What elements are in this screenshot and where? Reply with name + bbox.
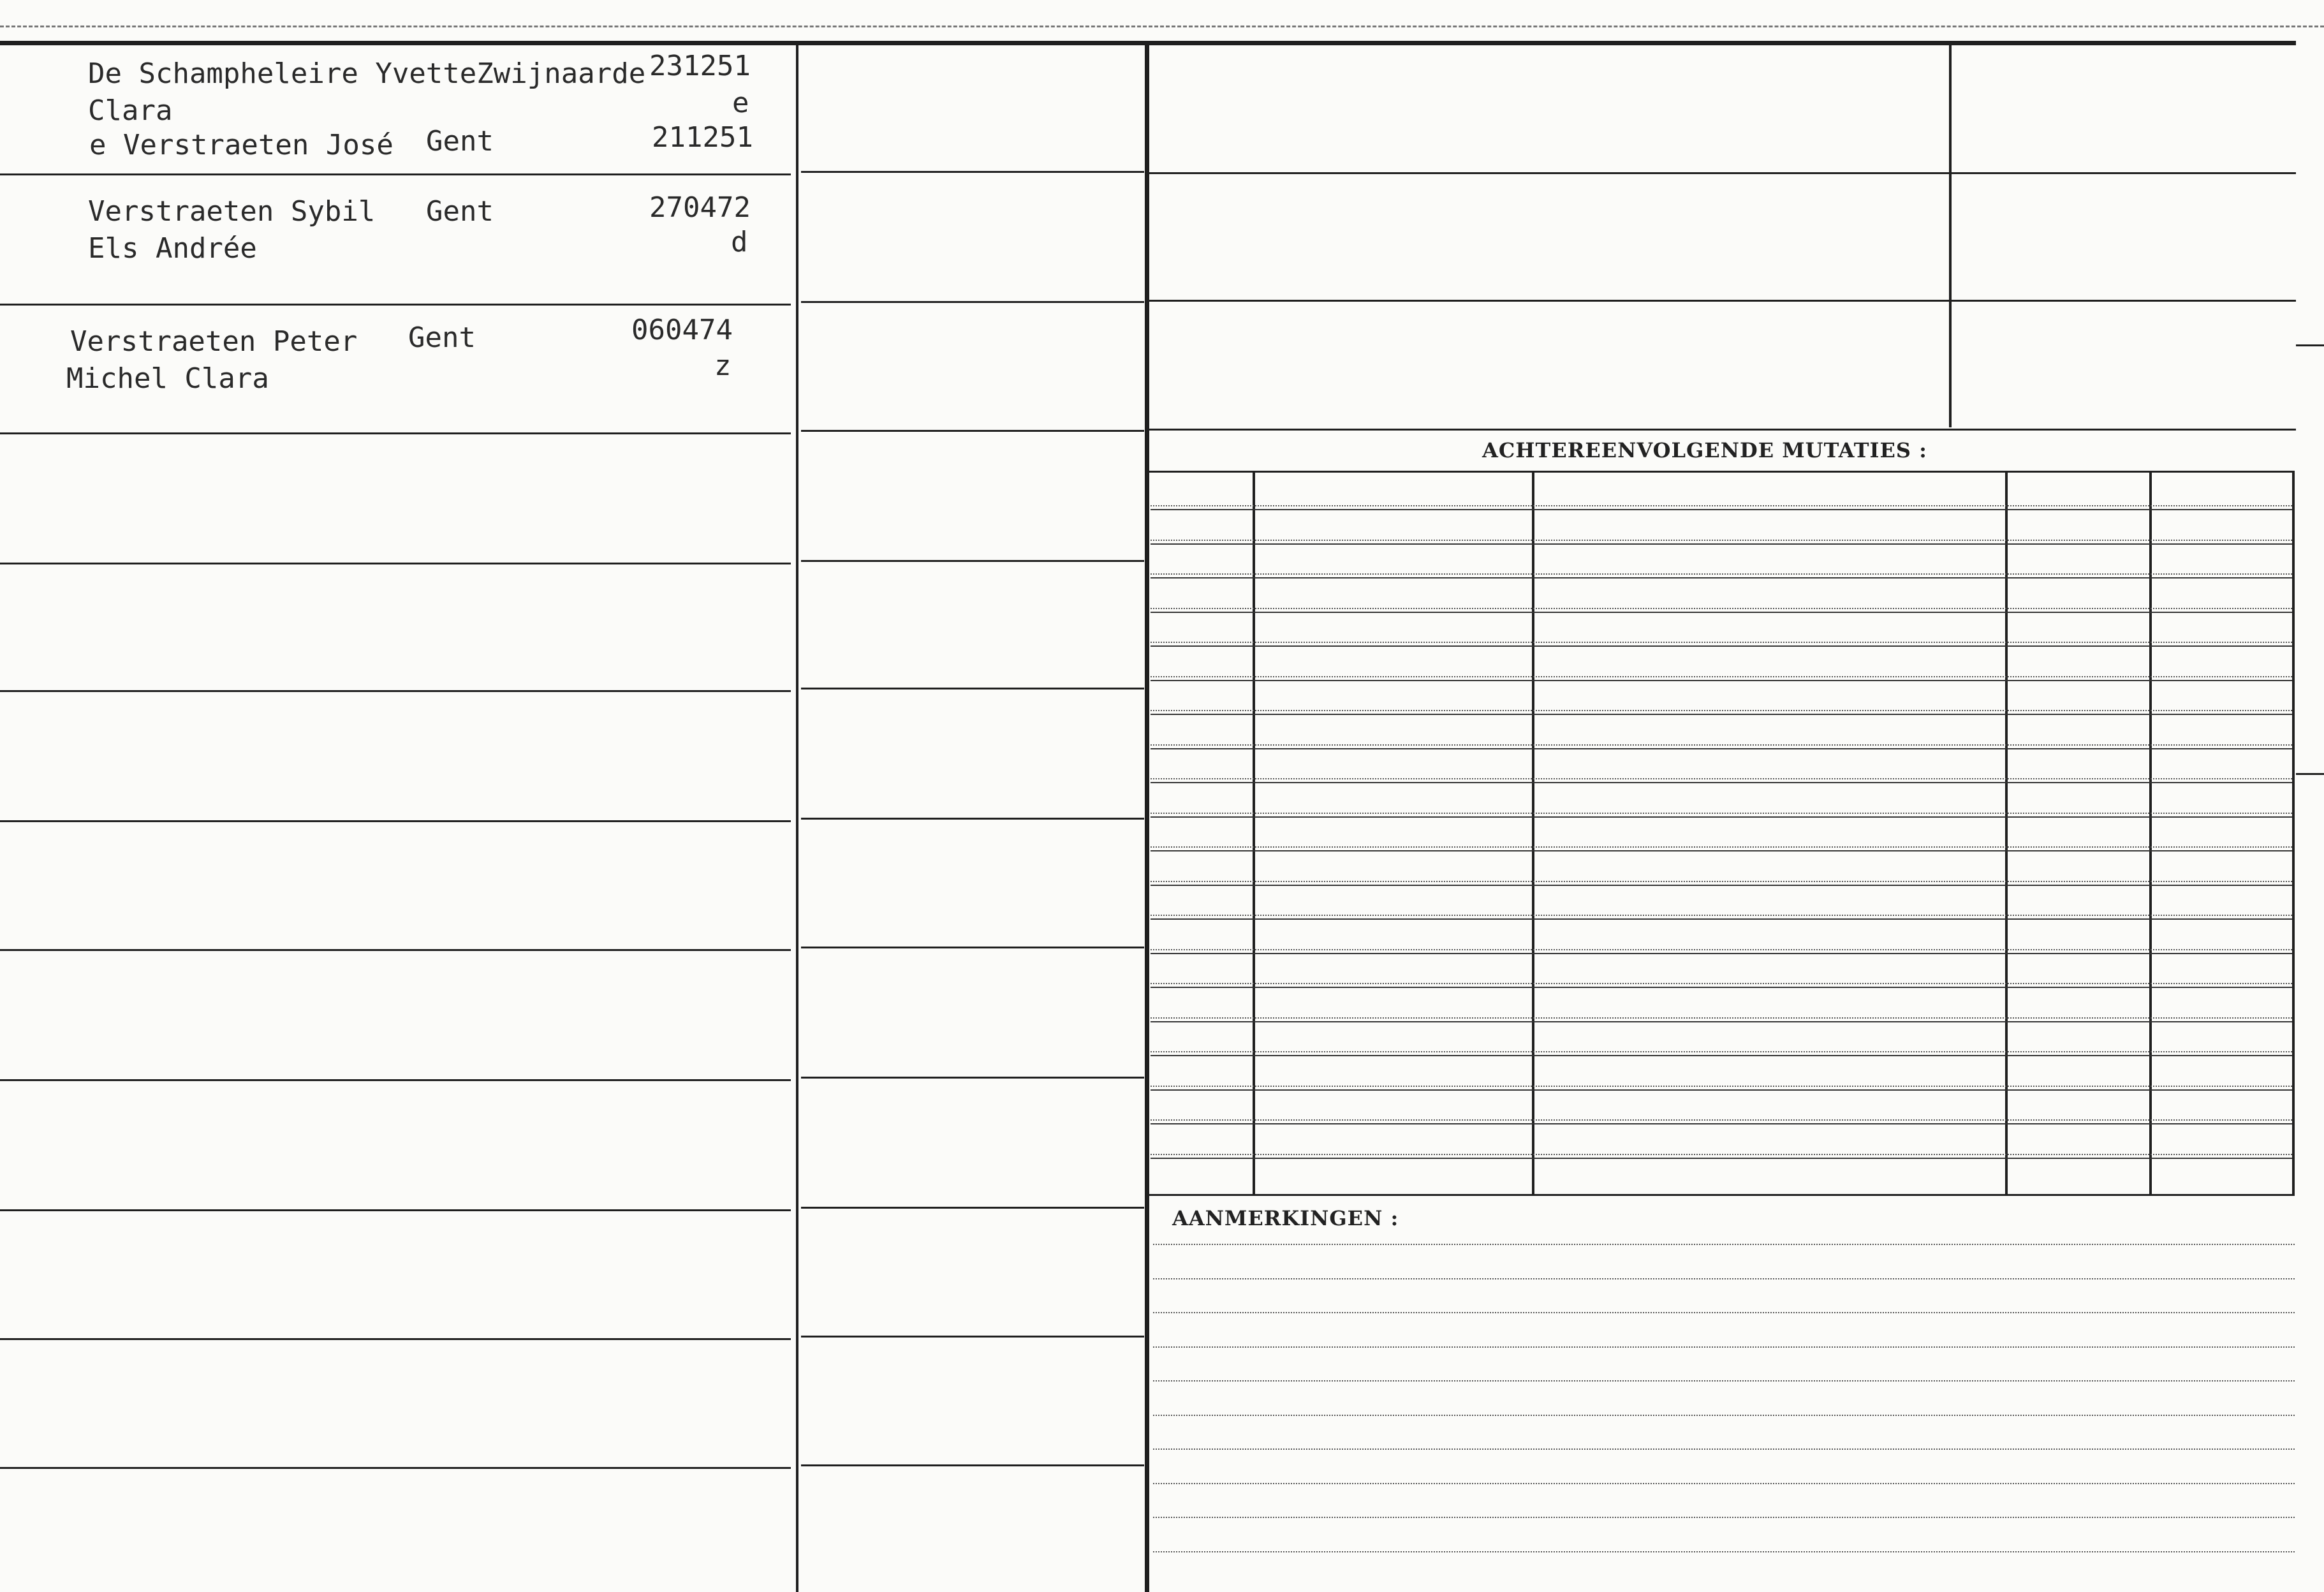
- mutation-dotted-line: [1151, 1154, 2292, 1155]
- mutation-dotted-line: [1151, 1119, 2292, 1121]
- record-3-name-line-2: Michel Clara: [66, 362, 269, 395]
- mutations-col-5: [2292, 472, 2295, 1195]
- mutation-dotted-line: [1151, 608, 2292, 609]
- top-perforation-edge: [0, 26, 2324, 27]
- record-1-name-line-3: e Verstraeten José: [89, 129, 393, 161]
- middle-row-line: [801, 1077, 1144, 1079]
- remark-dotted-line: [1153, 1448, 2295, 1450]
- divider-main: [1145, 45, 1149, 1592]
- mutation-row-line: [1151, 714, 2292, 715]
- left-row-line: [0, 1079, 791, 1081]
- mutation-row-line: [1151, 782, 2292, 783]
- mutation-row-line: [1151, 748, 2292, 749]
- mutations-title: ACHTEREENVOLGENDE MUTATIES :: [1482, 438, 1927, 462]
- middle-row-line: [801, 1464, 1144, 1466]
- mutation-dotted-line: [1151, 983, 2292, 984]
- mutation-row-line: [1151, 680, 2292, 681]
- mutation-row-line: [1151, 612, 2292, 613]
- mutation-row-line: [1151, 918, 2292, 920]
- middle-row-line: [801, 560, 1144, 562]
- record-1-name-line-1: De Schampheleire YvetteZwijnaarde: [88, 57, 646, 90]
- mutation-dotted-line: [1151, 642, 2292, 643]
- right-row-line-3: [1148, 429, 2296, 431]
- mutation-dotted-line: [1151, 949, 2292, 950]
- mutation-row-line: [1151, 816, 2292, 818]
- right-row-line-1: [1148, 172, 2296, 174]
- record-3-name-line-1: Verstraeten Peter: [70, 325, 358, 358]
- mutation-row-line: [1151, 987, 2292, 988]
- remark-dotted-line: [1153, 1380, 2295, 1382]
- remark-dotted-line: [1153, 1483, 2295, 1484]
- mutation-row-line: [1151, 1158, 2292, 1159]
- mutation-dotted-line: [1151, 846, 2292, 848]
- mutation-row-line: [1151, 1021, 2292, 1022]
- middle-row-line: [801, 688, 1144, 689]
- mutation-row-line: [1151, 953, 2292, 954]
- record-1-date-2: 211251: [652, 121, 753, 154]
- mutation-row-line: [1151, 1055, 2292, 1056]
- mutation-dotted-line: [1151, 573, 2292, 575]
- remark-dotted-line: [1153, 1312, 2295, 1313]
- mutation-dotted-line: [1151, 744, 2292, 746]
- record-3-code: z: [714, 350, 732, 382]
- mutation-dotted-line: [1151, 710, 2292, 711]
- mutation-row-line: [1151, 850, 2292, 851]
- mutation-dotted-line: [1151, 540, 2292, 541]
- left-row-line: [0, 820, 791, 822]
- left-row-line: [0, 690, 791, 692]
- remark-dotted-line: [1153, 1517, 2295, 1518]
- mutation-row-line: [1151, 509, 2292, 510]
- mutation-row-line: [1151, 1123, 2292, 1124]
- right-edge-tick-2: [2296, 773, 2324, 775]
- remark-dotted-line: [1153, 1278, 2295, 1279]
- left-row-line: [0, 563, 791, 564]
- mutation-dotted-line: [1151, 1051, 2292, 1052]
- mutation-dotted-line: [1151, 813, 2292, 814]
- remark-dotted-line: [1153, 1346, 2295, 1348]
- remark-dotted-line: [1153, 1415, 2295, 1416]
- left-row-line: [0, 1338, 791, 1340]
- divider-left-column: [796, 45, 798, 1592]
- record-3-date: 060474: [631, 314, 733, 346]
- middle-row-line: [801, 171, 1144, 173]
- mutation-dotted-line: [1151, 676, 2292, 677]
- record-2-name-line-1: Verstraeten Sybil: [88, 195, 376, 228]
- record-1-place-2: Gent: [426, 125, 494, 158]
- mutation-dotted-line: [1151, 915, 2292, 916]
- middle-row-line: [801, 301, 1144, 303]
- record-2-code: d: [731, 226, 748, 258]
- record-2-date: 270472: [649, 191, 751, 224]
- mutation-dotted-line: [1151, 881, 2292, 882]
- divider-right-top: [1949, 45, 1952, 427]
- record-1-name-line-2: Clara: [88, 94, 173, 127]
- mutations-top-border: [1148, 471, 2295, 473]
- mutations-bottom-border: [1148, 1194, 2295, 1196]
- left-row-line: [0, 1209, 791, 1211]
- middle-row-line: [801, 1336, 1144, 1338]
- mutation-dotted-line: [1151, 1017, 2292, 1019]
- left-row-line: [0, 432, 791, 434]
- mutation-row-line: [1151, 885, 2292, 886]
- remark-dotted-line: [1153, 1551, 2295, 1552]
- right-edge-tick-1: [2296, 344, 2324, 346]
- mutation-row-line: [1151, 1089, 2292, 1091]
- middle-row-line: [801, 947, 1144, 948]
- record-1-code-1: e: [732, 87, 749, 119]
- remarks-title: AANMERKINGEN :: [1172, 1206, 1399, 1230]
- left-row-line: [0, 949, 791, 951]
- record-2-name-line-2: Els Andrée: [88, 232, 257, 265]
- mutation-dotted-line: [1151, 778, 2292, 779]
- middle-row-line: [801, 818, 1144, 820]
- mutation-row-line: [1151, 577, 2292, 579]
- mutation-row-line: [1151, 543, 2292, 545]
- left-row-line: [0, 304, 791, 306]
- record-1-date-1: 231251: [649, 50, 751, 82]
- middle-row-line: [801, 430, 1144, 432]
- mutation-row-line: [1151, 645, 2292, 647]
- mutation-dotted-line: [1151, 1086, 2292, 1087]
- record-2-place: Gent: [426, 195, 494, 228]
- left-row-line: [0, 173, 791, 175]
- right-row-line-2: [1148, 300, 2296, 302]
- record-3-place: Gent: [408, 321, 476, 354]
- remark-dotted-line: [1153, 1244, 2295, 1245]
- left-row-line: [0, 1467, 791, 1469]
- middle-row-line: [801, 1207, 1144, 1209]
- mutation-dotted-line: [1151, 505, 2292, 506]
